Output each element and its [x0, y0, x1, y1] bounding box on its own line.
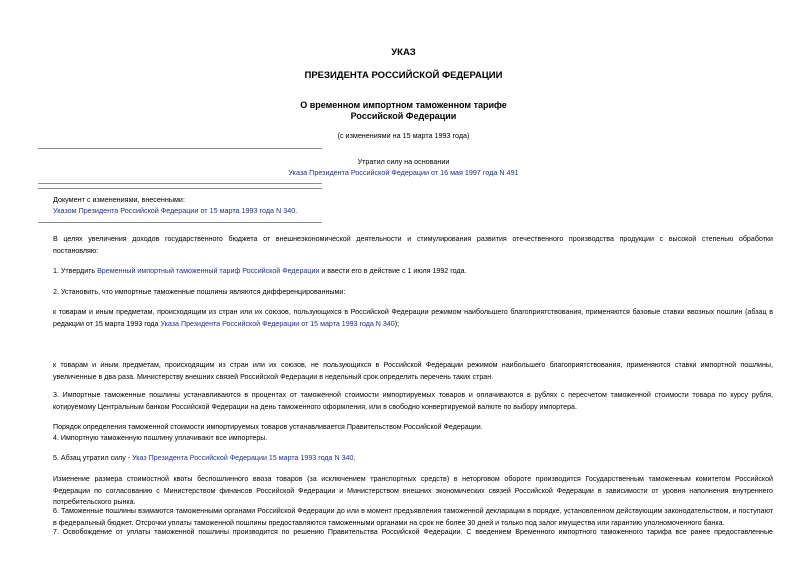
item-1-text-start: 1. Утвердить	[53, 267, 98, 275]
item-3-line-2: котируемому Центральным банком Российской Федерации на день таможенного оформления, или в свободно конвертируемой валюте по выбору импортера.	[53, 402, 577, 411]
mfn-rates-text-start: редакции от 15 марта 1993 года	[53, 319, 161, 328]
decree-340-link-1[interactable]: Указа Президента Российской Федерации от 15 марта 1993 года N 340	[160, 319, 395, 328]
paragraph-valuation: Порядок определения таможенной стоимости импортируемых товаров устанавливается Правительством Российской Федерации.	[53, 423, 483, 431]
doc-title-line-2: Российской Федерации	[350, 111, 457, 121]
status-label: Утратил силу на основании	[357, 157, 450, 166]
paragraph-item-6	[53, 506, 773, 529]
preamble-line-1: В целях увеличения доходов государственного бюджета от внешнеэкономической деятельности и стимулирования развития отечественного производства продукции с высокой степенью обработки	[53, 235, 773, 243]
non-mfn-line-1: к товарам и иным предметам, происходящим из стран или их союзов, не пользующихся в Российской Федерации режимом наибольшего благоприятствования, применяются ставки импортной пошлины,	[53, 361, 773, 369]
quota-line-2: Федерации по согласованию с Министерством финансов Российской Федерации и Министерством внешних экономических связей Российской Федерации в зависимости от уровня наполнения внутреннего	[53, 486, 773, 495]
paragraph-item-5	[53, 453, 773, 465]
item-5-text-start: 5. Абзац утратил силу -	[53, 454, 133, 462]
paragraph-mfn-rates	[53, 307, 773, 330]
paragraph-quota	[53, 474, 773, 509]
quota-line-3: потребительского рынка.	[53, 498, 136, 506]
paragraph-item-4: 4. Импортную таможенную пошлину уплачивают все импортеры.	[53, 434, 268, 442]
tariff-link[interactable]: Временный импортный таможенный тариф Российской Федерации	[97, 267, 320, 275]
preamble-line-2: постановляю:	[53, 246, 99, 255]
amending-decree-link[interactable]: Указом Президента Российской Федерации от 15 марта 1993 года N 340.	[53, 206, 298, 215]
decree-340-link-2[interactable]: Указ Президента Российской Федерации 15 марта 1993 года N 340	[132, 454, 354, 462]
item-3-line-1: 3. Импортные таможенные пошлины устанавливаются в процентах от таможенной стоимости импортируемых товаров и оплачиваются в рублях с пересчетом таможенной стоимости товара по курсу рубля,	[53, 391, 773, 399]
repeal-decree-link[interactable]: Указа Президента Российской Федерации от 16 мая 1997 года N 491	[288, 168, 519, 177]
doc-heading-ukaz: УКАЗ	[391, 47, 416, 58]
doc-title-line-1: О временном импортном таможенном тарифе	[300, 100, 507, 110]
paragraph-non-mfn-rates	[53, 360, 773, 383]
quota-line-1: Изменение размера стоимостной квоты беспошлинного ввоза товаров (за исключением транспортных средств) в неторговом обороте производится Государственным таможенным комитетом Российской	[53, 475, 773, 483]
paragraph-item-1	[53, 266, 773, 278]
item-6-line-1: 6. Таможенные пошлины взимаются таможенными органами Российской Федерации до или в момент предъявления таможенной декларации в порядке, установленном действующим законодательством, и поступают	[53, 507, 773, 515]
divider-1	[38, 148, 322, 149]
paragraph-preamble	[53, 234, 773, 257]
amendment-note: (с изменениями на 15 марта 1993 года)	[337, 131, 470, 140]
mfn-rates-text-end: );	[394, 319, 400, 328]
doc-heading-president: ПРЕЗИДЕНТА РОССИЙСКОЙ ФЕДЕРАЦИИ	[304, 70, 503, 81]
item-6-line-2: в федеральный бюджет. Отсрочки уплаты таможенной пошлины предоставляются таможенными органами на срок не более 30 дней и только под залог имущества или гарантию уполномоченного банка.	[53, 518, 725, 527]
changes-label: Документ с изменениями, внесенными:	[53, 195, 185, 204]
divider-3	[38, 188, 322, 189]
item-5-text-end: .	[353, 454, 356, 462]
divider-4	[38, 222, 322, 223]
paragraph-item-3	[53, 390, 773, 413]
item-7-line-1: 7. Освобождение от уплаты таможенной пошлины производится по решению Правительства Российской Федерации. С введением Временного импортного таможенного тарифа все ранее предоставленные	[53, 528, 773, 536]
mfn-rates-line-1: к товарам и иным предметам, происходящим из стран или их союзов, пользующихся в Российской Федерации режимом наибольшего благоприятствования, применяются базовые ставки ввозных пошлин (абзац в	[53, 308, 773, 316]
paragraph-item-2: 2. Установить, что импортные таможенные пошлины являются дифференцированными:	[53, 288, 346, 296]
paragraph-item-7	[53, 527, 773, 539]
item-1-text-end: и ввести его в действие с 1 июля 1992 года.	[319, 267, 467, 275]
non-mfn-line-2: увеличенные в два раза. Министерству внешних связей Российской Федерации в недельный срок определить перечень таких стран.	[53, 372, 494, 381]
divider-2	[38, 183, 322, 184]
